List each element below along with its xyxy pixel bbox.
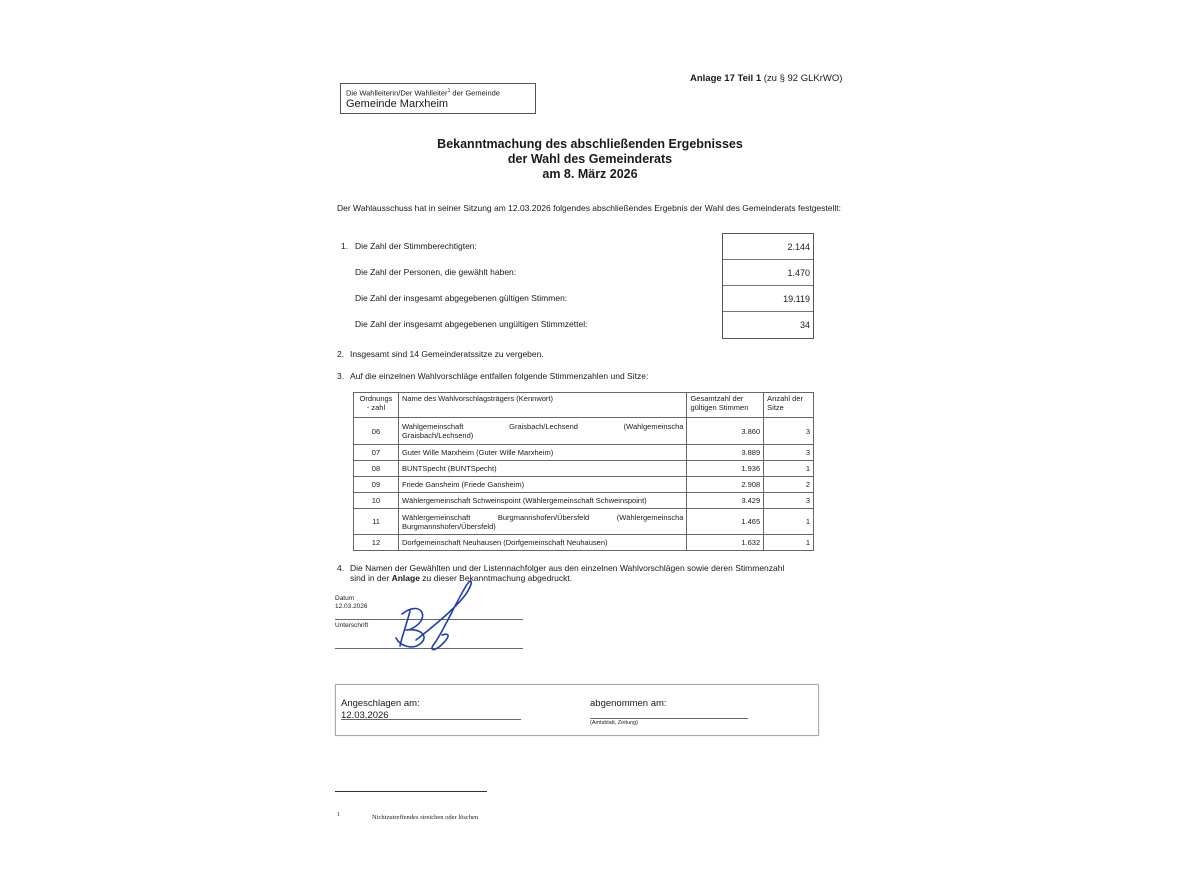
proposal-name-cell: Wählergemeinschaft Burgmannshofen/Übersfeld (Wählergemeinscha Burgmannshofen/Übersfeld)	[398, 509, 686, 535]
footnote-separator	[335, 791, 487, 792]
order-number-cell: 09	[354, 477, 399, 493]
posted-date: 12.03.2026	[341, 710, 389, 721]
seats-cell: 3	[764, 445, 814, 461]
order-number-cell: 08	[354, 461, 399, 477]
section4-text: Die Namen der Gewählten und der Listennachfolger aus den einzelnen Wahlvorschlägen sowie deren Stimmenzahl sind in der Anlage zu dieser Bekanntmachung abgedruckt.	[350, 563, 785, 583]
eligible-voters-label: Die Zahl der Stimmberechtigten:	[355, 241, 477, 251]
proposal-name-cell: Friede Gansheim (Friede Gansheim)	[398, 477, 686, 493]
proposal-name-cell: Guter Wille Marxheim (Guter Wille Marxheim)	[398, 445, 686, 461]
votes-cell: 3.429	[687, 493, 764, 509]
order-number-cell: 10	[354, 493, 399, 509]
turnout-values-box	[722, 233, 814, 339]
authority-value: Gemeinde Marxheim	[346, 97, 449, 110]
section2-number: 2.	[337, 349, 345, 359]
votes-cell: 1.936	[687, 461, 764, 477]
valid-votes-label: Die Zahl der insgesamt abgegebenen gültigen Stimmen:	[355, 293, 568, 303]
votes-cell: 2.908	[687, 477, 764, 493]
table-row	[354, 535, 814, 551]
proposal-name-cell: Dorfgemeinschaft Neuhausen (Dorfgemeinschaft Neuhausen)	[398, 535, 686, 551]
removed-label: abgenommen am:	[590, 698, 667, 709]
seats-cell: 3	[764, 493, 814, 509]
order-number-cell: 06	[354, 418, 399, 445]
document-title: Bekanntmachung des abschließenden Ergebnisses der Wahl des Gemeinderats am 8. März 2026	[437, 137, 743, 181]
section3-text: Auf die einzelnen Wahlvorschläge entfallen folgende Stimmenzahlen und Sitze:	[350, 371, 649, 381]
seats-cell: 2	[764, 477, 814, 493]
header-total-votes: Gesamtzahl der gültigen Stimmen	[687, 393, 764, 418]
votes-cell: 3.860	[687, 418, 764, 445]
signature-label: Unterschrift	[335, 622, 369, 629]
proposal-name-cell: BUNTSpecht (BUNTSpecht)	[398, 461, 686, 477]
authority-label: Die Wahlleiterin/Der Wahlleiter$^1$ der Gemeinde	[346, 88, 500, 98]
posting-box	[335, 684, 819, 736]
valid-votes-value: 19.119	[723, 286, 813, 312]
section1-number: 1.	[341, 241, 349, 251]
handwritten-signature	[390, 578, 480, 656]
header-proposal-name: Name des Wahlvorschlagsträgers (Kennwort)	[398, 393, 686, 418]
table-row	[354, 445, 814, 461]
order-number-cell: 11	[354, 509, 399, 535]
footnote-number: 1	[337, 812, 340, 818]
proposal-name-cell: Wahlgemeinschaft Graisbach/Lechsend (Wahlgemeinscha Graisbach/Lechsend)	[398, 418, 686, 445]
voters-value: 1.470	[723, 260, 813, 286]
date-value: 12.03.2026	[335, 603, 368, 610]
header-seats: Anzahl der Sitze	[764, 393, 814, 418]
table-header-row	[354, 393, 814, 418]
seats-cell: 1	[764, 461, 814, 477]
voters-label: Die Zahl der Personen, die gewählt haben:	[355, 267, 517, 277]
posted-label: Angeschlagen am:	[341, 698, 420, 709]
medium-hint: (Amtsblatt, Zeitung)	[590, 720, 638, 726]
order-number-cell: 12	[354, 535, 399, 551]
seats-cell: 1	[764, 509, 814, 535]
eligible-voters-value: 2.144	[723, 234, 813, 260]
intro-text: Der Wahlausschuss hat in seiner Sitzung am 12.03.2026 folgendes abschließendes Ergebnis der Wahl des Gemeinderats festgestellt:	[337, 203, 841, 213]
table-row	[354, 493, 814, 509]
posted-line	[341, 719, 521, 720]
votes-cell: 3.889	[687, 445, 764, 461]
table-row	[354, 418, 814, 445]
header-order-number: Ordnungs - zahl	[354, 393, 399, 418]
order-number-cell: 07	[354, 445, 399, 461]
votes-cell: 1.632	[687, 535, 764, 551]
annex-reference: Anlage 17 Teil 1 (zu § 92 GLKrWO)	[690, 73, 843, 84]
footnote-text: Nichtzutreffendes streichen oder löschen	[372, 814, 479, 821]
invalid-ballots-value: 34	[799, 320, 810, 330]
results-table	[353, 392, 814, 551]
authority-box	[340, 83, 536, 114]
section4-number: 4.	[337, 563, 345, 573]
signature-strokes	[396, 581, 471, 650]
section3-number: 3.	[337, 371, 345, 381]
seats-cell: 3	[764, 418, 814, 445]
table-row	[354, 461, 814, 477]
date-label: Datum	[335, 595, 355, 602]
proposal-name-cell: Wählergemeinschaft Schweinspoint (Wählergemeinschaft Schweinspoint)	[398, 493, 686, 509]
votes-cell: 1.465	[687, 509, 764, 535]
seats-cell: 1	[764, 535, 814, 551]
invalid-ballots-label: Die Zahl der insgesamt abgegebenen ungültigen Stimmzettel:	[355, 319, 588, 329]
table-row	[354, 477, 814, 493]
removed-line	[590, 718, 748, 719]
table-row	[354, 509, 814, 535]
seats-total-text: Insgesamt sind 14 Gemeinderatssitze zu vergeben.	[350, 349, 544, 359]
